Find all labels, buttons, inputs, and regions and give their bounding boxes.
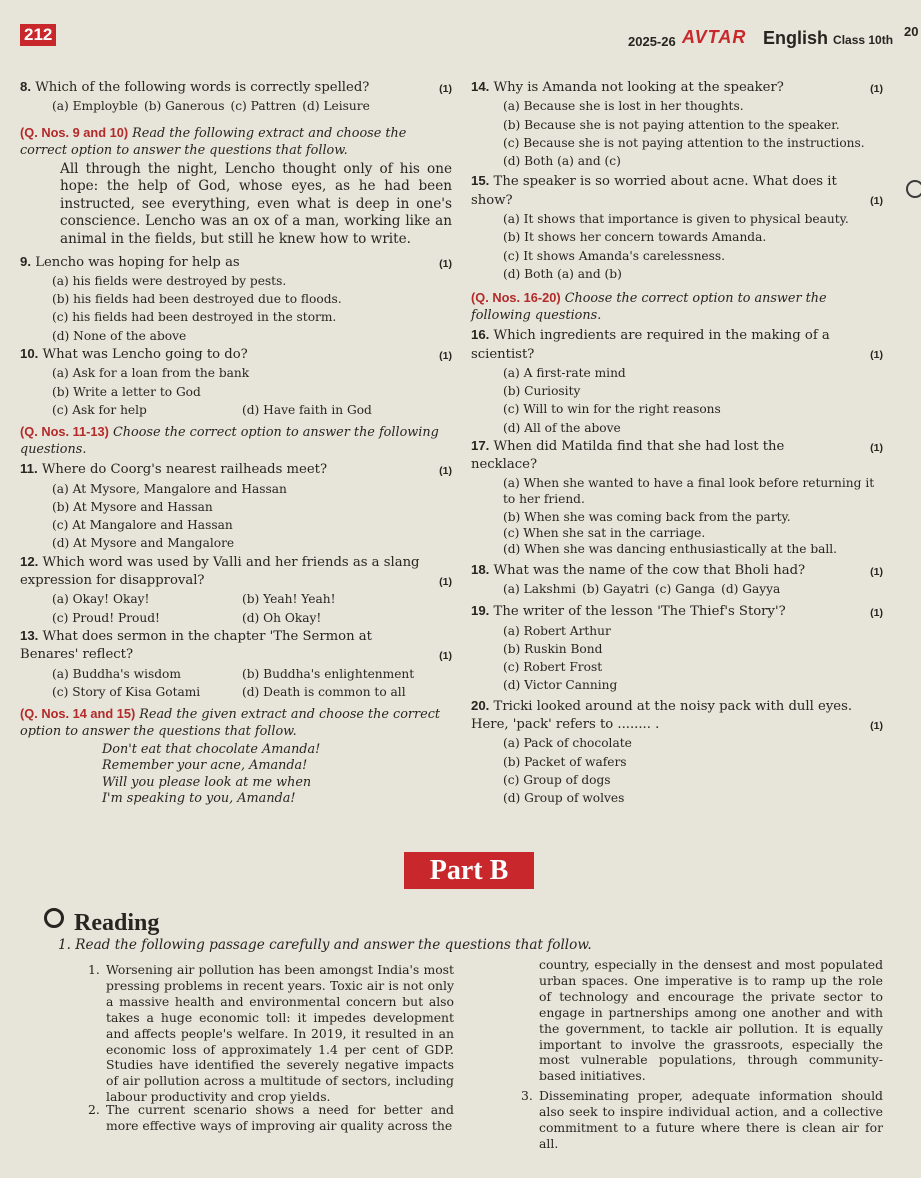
- instruction-tag: (Q. Nos. 11-13): [20, 424, 109, 440]
- option: (c) Story of Kisa Gotami: [52, 684, 201, 699]
- page-number: 212: [20, 24, 56, 46]
- option: (c) Group of dogs: [503, 772, 611, 787]
- reading-question: 1. Read the following passage carefully and answer the questions that follow.: [58, 937, 592, 953]
- instruction-tag: (Q. Nos. 14 and 15): [20, 706, 136, 722]
- instruction-tag: (Q. Nos. 9 and 10): [20, 124, 129, 140]
- passage-para-2-cont: country, especially in the densest and most populated urban spaces. One imperative is to ramp up the role of technology and encourage the private sector to engage in partnerships among one another and with the government, to tackle air pollution. It is equally important to involve the grassroots, especially the most vulnerable populations, through community-based initiatives.: [539, 957, 883, 1084]
- option: (d) When she was dancing enthusiastically at the ball.: [503, 541, 838, 556]
- marks: (1): [439, 649, 452, 662]
- option: (c) Will to win for the right reasons: [503, 402, 721, 417]
- question-number: 9.: [20, 253, 31, 269]
- passage-para-1: [88, 962, 454, 1105]
- question-number: 20.: [471, 697, 490, 713]
- option: (a) Pack of chocolate: [503, 736, 632, 751]
- left-column: [20, 78, 452, 807]
- marks: (1): [870, 607, 883, 620]
- option: (d) Gayya: [721, 581, 781, 596]
- option: (d) At Mysore and Mangalore: [52, 536, 235, 551]
- poem-line: Don't eat that chocolate Amanda!: [102, 742, 321, 758]
- option: (d) None of the above: [52, 328, 187, 343]
- option: (d) Death is common to all: [242, 684, 406, 699]
- poem-line: I'm speaking to you, Amanda!: [102, 790, 296, 806]
- right-column: [471, 78, 883, 808]
- option: (b) Because she is not paying attention to the speaker.: [503, 117, 840, 132]
- question-20: [471, 697, 883, 808]
- marks: (1): [870, 565, 883, 578]
- para-number: 2.: [88, 1102, 100, 1117]
- passage-para-2: [88, 1102, 454, 1134]
- question-stem: What was the name of the cow that Bholi had?: [493, 562, 806, 578]
- instruction-text: Read the following extract and choose the correct option to answer the questions that follow.: [20, 125, 407, 158]
- question-stem: Which of the following words is correctly spelled?: [35, 80, 370, 95]
- question-number: 17.: [471, 438, 490, 454]
- question-15: [471, 172, 883, 283]
- question-number: 19.: [471, 603, 490, 619]
- question-9: [20, 253, 452, 345]
- option: (d) Both (a) and (b): [503, 266, 622, 281]
- para-number: 3.: [521, 1088, 533, 1103]
- option: (b) It shows her concern towards Amanda.: [503, 230, 767, 245]
- option: (c) Ganga: [654, 581, 716, 596]
- option: (b) Ruskin Bond: [503, 641, 603, 656]
- instruction-text: Choose the correct option to answer the following questions.: [471, 291, 827, 324]
- question-stem: What was Lencho going to do?: [42, 347, 248, 363]
- question-11: [20, 460, 452, 552]
- instruction-11-13: [20, 423, 452, 458]
- question-number: 13.: [20, 627, 39, 643]
- option: (a) Because she is lost in her thoughts.: [503, 99, 744, 114]
- question-number: 15.: [471, 173, 490, 189]
- question-number: 18.: [471, 561, 490, 577]
- option: (a) Lakshmi: [503, 581, 576, 596]
- option: (d) Leisure: [302, 99, 370, 114]
- subject-name: English: [763, 28, 829, 48]
- option: (b) Ganerous: [143, 99, 225, 114]
- margin-circle-icon: [906, 180, 921, 198]
- instruction-text: Read the given extract and choose the correct option to answer the questions that follow.: [20, 707, 441, 740]
- option: (d) All of the above: [503, 420, 621, 435]
- question-18: [471, 561, 883, 599]
- option: (b) When she was coming back from the party.: [503, 509, 791, 524]
- para-text: The current scenario shows a need for better and more effective ways of improving air quality across the: [106, 1102, 454, 1133]
- instruction-text: Choose the correct option to answer the following questions.: [20, 425, 439, 458]
- poem-amanda: [20, 742, 452, 807]
- option: (a) At Mysore, Mangalore and Hassan: [52, 481, 287, 496]
- option: (c) Proud! Proud!: [52, 610, 160, 625]
- question-stem: When did Matilda find that she had lost the necklace?: [471, 439, 785, 473]
- question-16: [471, 326, 883, 437]
- option: (a) his fields were destroyed by pests.: [52, 273, 287, 288]
- option: (c) Robert Frost: [503, 660, 603, 675]
- marks: (1): [870, 442, 883, 455]
- question-17: [471, 437, 883, 557]
- question-stem: Where do Coorg's nearest railheads meet?: [41, 462, 328, 478]
- para-text: Worsening air pollution has been amongst India's most pressing problems in recent years. Toxic air is not only a massive health and environmental concern but also takes a huge economic toll: it impedes development and affects people's welfare. In 2019, it resulted in an economic loss of approximately 1.4 per cent of GDP. Studies have identified the severely negative impacts of air pollution across a multitude of sectors, including labour productivity and crop yields.: [106, 962, 454, 1105]
- marks: (1): [870, 719, 883, 732]
- question-stem: Why is Amanda not looking at the speaker?: [493, 80, 784, 95]
- question-stem: Which word was used by Valli and her friends as a slang expression for disapproval?: [20, 554, 420, 589]
- question-stem: What does sermon in the chapter 'The Sermon at Benares' reflect?: [20, 628, 372, 663]
- instruction-14-15: [20, 705, 452, 740]
- reading-bullet-icon: [44, 908, 64, 928]
- option: (b) Packet of wafers: [503, 754, 627, 769]
- marks: (1): [439, 465, 452, 478]
- option: (c) his fields had been destroyed in the storm.: [52, 310, 337, 325]
- subject-title: [763, 28, 893, 49]
- question-8: [20, 78, 452, 116]
- passage-para-3: [521, 1088, 883, 1152]
- marks: (1): [870, 195, 883, 208]
- option: (b) his fields had been destroyed due to floods.: [52, 292, 342, 307]
- option: (b) Write a letter to God: [52, 384, 201, 399]
- option: (a) Buddha's wisdom: [52, 666, 181, 681]
- option: (d) Both (a) and (c): [503, 154, 621, 169]
- option: (c) Pattren: [230, 99, 297, 114]
- option: (a) When she wanted to have a final look before returning it to her friend.: [503, 475, 875, 506]
- instruction-tag: (Q. Nos. 16-20): [471, 290, 561, 306]
- option: (d) Group of wolves: [503, 791, 625, 806]
- question-number: 10.: [20, 346, 39, 362]
- instruction-9-10: [20, 124, 452, 159]
- poem-line: Will you please look at me when: [102, 774, 312, 790]
- page-header: [0, 24, 921, 54]
- option: (b) Curiosity: [503, 384, 581, 399]
- question-number: 16.: [471, 327, 490, 343]
- option: (b) Gayatri: [581, 581, 649, 596]
- reading-heading: [44, 908, 159, 937]
- option: (a) Okay! Okay!: [52, 592, 150, 607]
- marks: (1): [870, 83, 883, 95]
- option: (a) Robert Arthur: [503, 623, 611, 638]
- facing-page-number: 20: [904, 24, 919, 39]
- para-text: Disseminating proper, adequate information should also seek to inspire individual action, and a collective commitment to a future where there is clean air for all.: [539, 1088, 883, 1151]
- reading-title: Reading: [74, 910, 160, 936]
- marks: (1): [439, 350, 452, 363]
- marks: (1): [439, 83, 452, 95]
- question-stem: The writer of the lesson 'The Thief's Story'?: [493, 604, 786, 620]
- question-19: [471, 602, 883, 694]
- question-stem: Which ingredients are required in the making of a scientist?: [471, 328, 830, 362]
- extract-lencho: All through the night, Lencho thought only of his one hope: the help of God, whose eyes, as he had been instructed, see everything, even what is deep in one's conscience. Lencho was an ox of a man, working like an animal in the fields, but still he knew how to write.: [60, 160, 452, 247]
- option: (c) Because she is not paying attention to the instructions.: [503, 135, 865, 150]
- option: (c) At Mangalore and Hassan: [52, 518, 233, 533]
- instruction-16-20: [471, 289, 883, 324]
- option: (b) At Mysore and Hassan: [52, 499, 213, 514]
- option: (d) Oh Okay!: [242, 610, 322, 625]
- option: (a) Ask for a loan from the bank: [52, 366, 250, 381]
- question-14: [471, 78, 883, 170]
- question-13: [20, 627, 452, 701]
- option: (a) A first-rate mind: [503, 365, 626, 380]
- question-number: 12.: [20, 553, 39, 569]
- question-10: [20, 345, 452, 419]
- part-b-banner: Part B: [404, 852, 534, 889]
- option: (d) Have faith in God: [242, 402, 372, 417]
- question-number: 11.: [20, 461, 38, 477]
- poem-line: Remember your acne, Amanda!: [102, 758, 308, 774]
- marks: (1): [439, 575, 452, 588]
- question-stem: The speaker is so worried about acne. What does it show?: [471, 174, 837, 208]
- question-12: [20, 553, 452, 627]
- question-number: 14.: [471, 79, 490, 94]
- marks: (1): [870, 349, 883, 362]
- option: (a) It shows that importance is given to physical beauty.: [503, 212, 849, 227]
- option: (d) Victor Canning: [503, 678, 618, 693]
- option: (c) When she sat in the carriage.: [503, 525, 706, 540]
- edition-label: 2025-26: [628, 34, 676, 49]
- question-stem: Tricki looked around at the noisy pack with dull eyes. Here, 'pack' refers to ........ .: [471, 698, 853, 733]
- option: (c) Ask for help: [52, 402, 147, 417]
- question-stem: Lencho was hoping for help as: [35, 254, 240, 270]
- para-number: 1.: [88, 962, 100, 977]
- marks: (1): [439, 257, 452, 270]
- option: (c) It shows Amanda's carelessness.: [503, 248, 726, 263]
- option: (b) Yeah! Yeah!: [242, 592, 336, 607]
- class-label: Class 10th: [833, 33, 894, 47]
- option: (a) Employble: [52, 99, 138, 114]
- brand-logo: AVTAR: [682, 27, 747, 47]
- question-number: 8.: [20, 79, 31, 94]
- option: (b) Buddha's enlightenment: [242, 666, 415, 681]
